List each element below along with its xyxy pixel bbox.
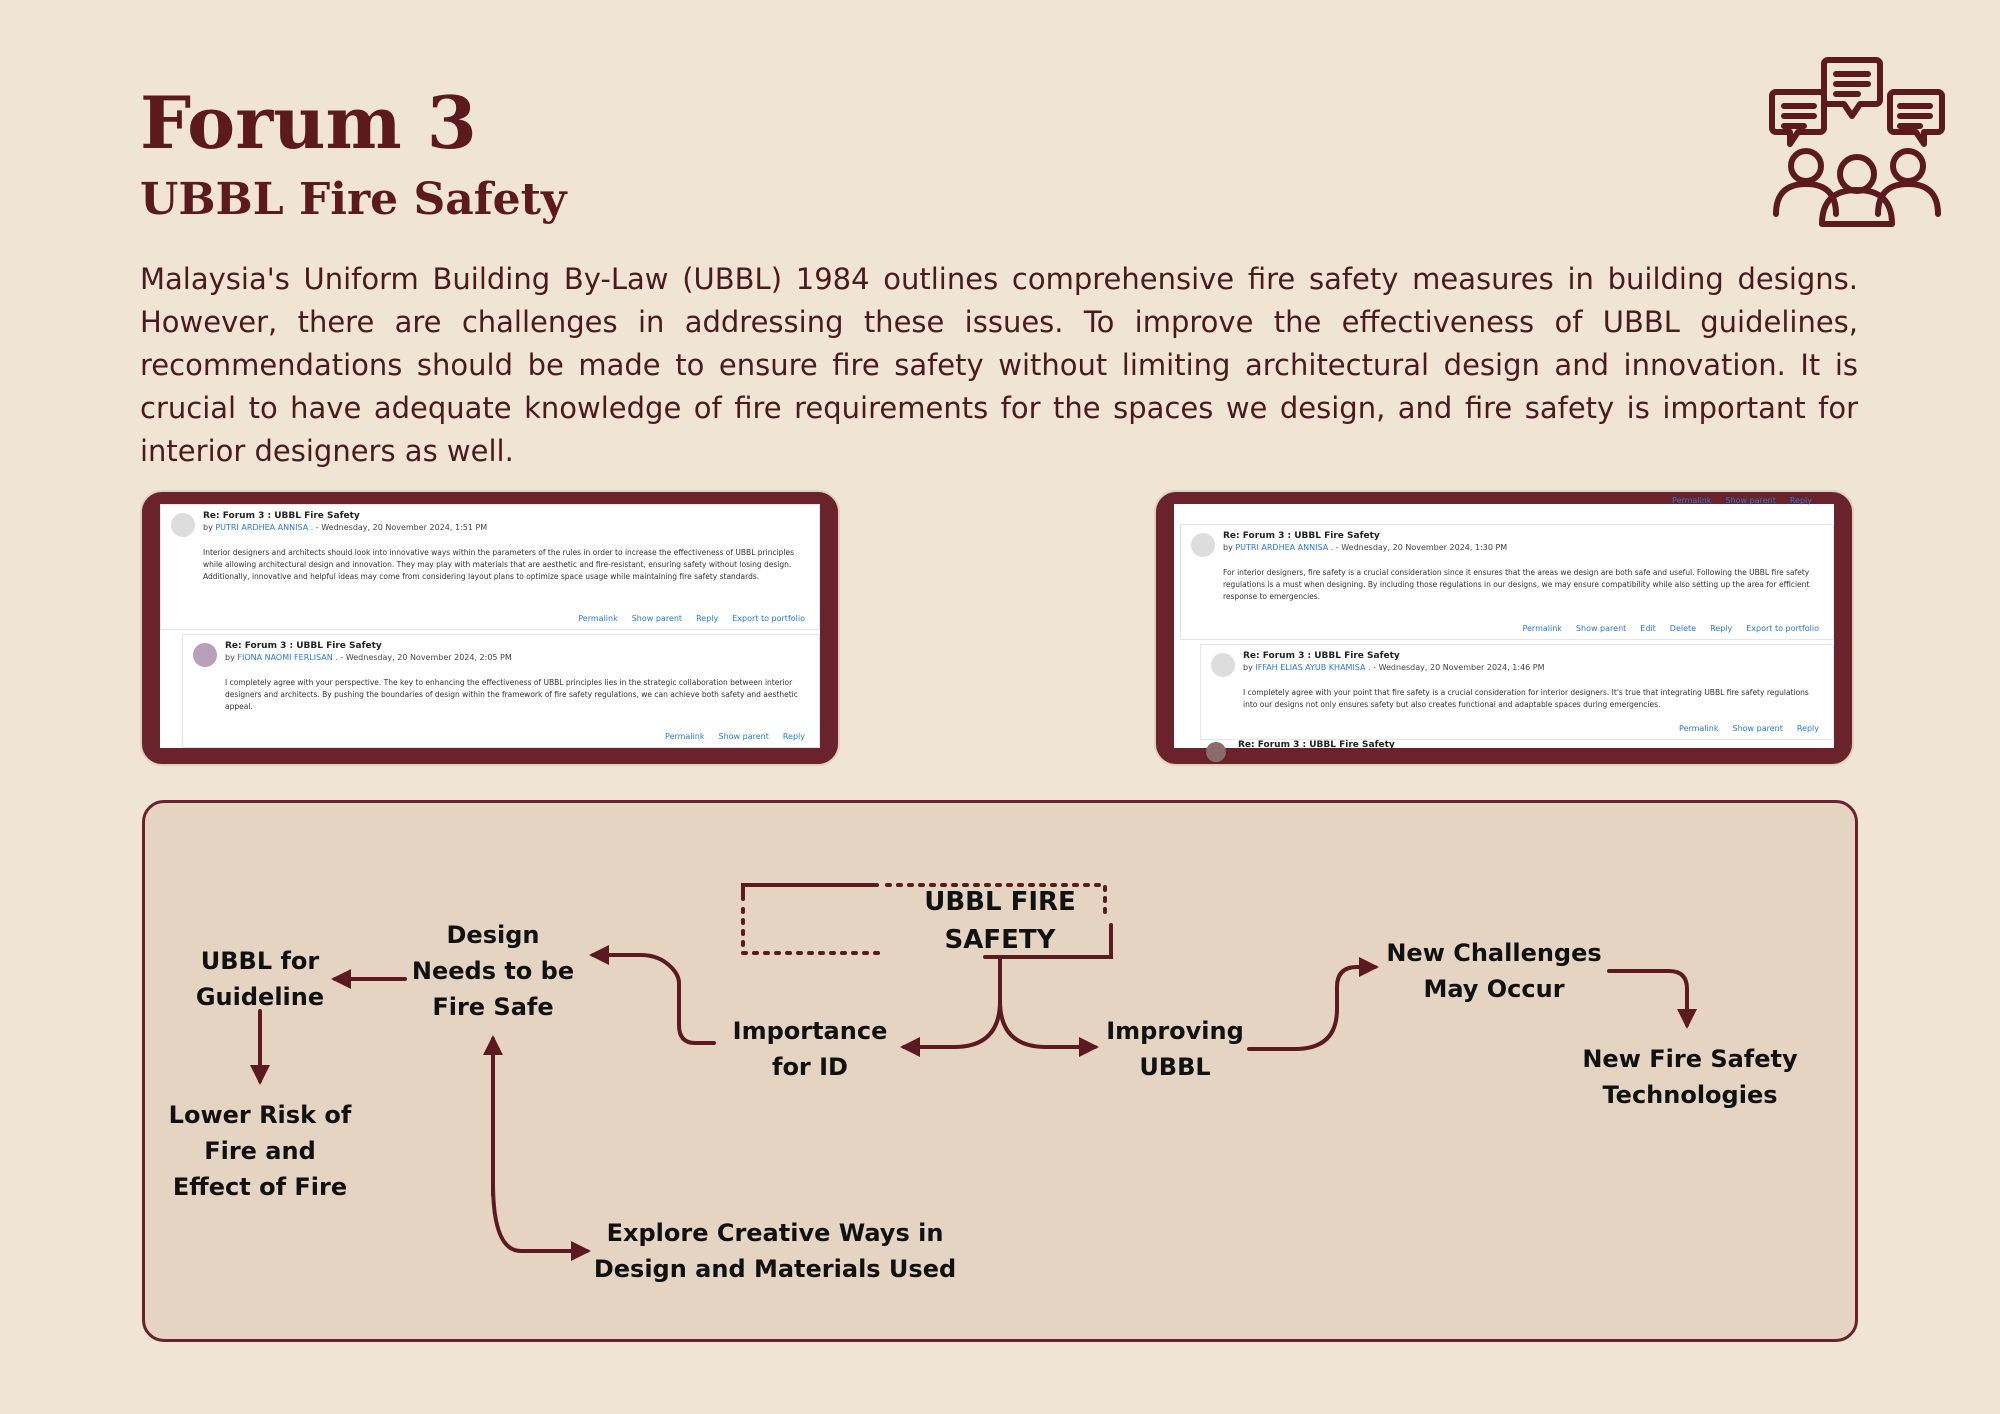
page-title: Forum 3 [140,80,477,165]
node-line: Needs to be [411,957,575,985]
post-body: I completely agree with your perspective. The key to enhancing the effectiveness of UBBL principles lies in the strategic collaboration between interior designers and architects. By pushing the boundaries of design within the framework of fire safety regulations, we can achieve both safety and aesthetic appeal. [225,678,798,711]
mind-map-panel [142,800,1858,1342]
post-by: by [225,653,235,662]
arrow-root-to-improving [1000,1001,1095,1047]
node-line: New Fire Safety [1582,1045,1798,1073]
avatar [1206,742,1226,762]
post-body: I completely agree with your point that fire safety is a crucial consideration for interior designers. It's true that integrating UBBL fire safety regulations into our designs not only ensures safety but also creates functional and adaptable spaces during emergencies. [1243,688,1809,709]
node-line: Effect of Fire [172,1173,348,1201]
post-subject: Re: Forum 3 : UBBL Fire Safety [225,641,382,651]
export-portfolio-link[interactable]: Export to portfolio [1746,624,1819,633]
arrow-importance-to-design [593,955,714,1043]
reply-link[interactable]: Reply [1710,624,1733,633]
post-date: - Wednesday, 20 November 2024, 1:51 PM [315,523,488,532]
node-line: Lower Risk of [168,1101,352,1129]
reply-link[interactable]: Reply [1789,496,1812,505]
node-ubbl-for-guideline [175,943,345,1015]
node-line: Importance [732,1017,888,1045]
node-new-challenges [1379,935,1609,1007]
node-ubbl-fire-safety [895,883,1105,959]
avatar [1211,653,1235,677]
node-explore-creative-ways [585,1215,965,1287]
forum-post-reply [182,634,820,748]
post-links [1672,496,1812,505]
permalink-link[interactable]: Permalink [1672,496,1712,505]
show-parent-link[interactable]: Show parent [718,732,769,741]
node-improving-ubbl [1095,1013,1255,1085]
post-subject: Re: Forum 3 : UBBL Fire Safety [1243,651,1400,661]
permalink-link[interactable]: Permalink [578,614,618,623]
node-line: Improving [1106,1017,1244,1045]
node-line: Guideline [195,983,325,1011]
node-lower-risk-of-fire [155,1097,365,1205]
forum-screen-right [1174,496,1834,750]
node-design-needs-fire-safe [403,917,583,1025]
reply-link[interactable]: Reply [1796,724,1819,733]
show-parent-link[interactable]: Show parent [1725,496,1776,505]
arrow-design-to-explore [493,1183,587,1251]
node-line: New Challenges [1386,939,1602,967]
page-subtitle: UBBL Fire Safety [140,174,567,225]
forum-discussion-icon [1770,54,1945,229]
post-by: by [1223,543,1233,552]
post-date: - Wednesday, 20 November 2024, 2:05 PM [340,653,512,662]
forum-post [1180,524,1834,640]
post-author-link[interactable]: PUTRI ARDHEA ANNISA . [1235,543,1334,552]
post-body: Interior designers and architects should look into innovative ways within the parameters of the rules in order to increase the effectiveness of UBBL principles while allowing architectural design and innovation. They may play with materials that are aesthetic and fire-resistant, ensuring safety without losing design. Additionally, innovative and helpful ideas may come from considering layout plans to optimize space usage while maintaining fire safety standards. [203,548,795,581]
node-line: SAFETY [944,925,1056,955]
post-author-link[interactable]: IFFAH ELIAS AYUB KHAMISA . [1255,663,1371,672]
post-links [1522,624,1819,633]
post-meta [225,653,512,662]
node-line: for ID [772,1053,848,1081]
permalink-link[interactable]: Permalink [665,732,705,741]
post-links [665,732,805,741]
post-subject: Re: Forum 3 : UBBL Fire Safety [1238,740,1395,750]
node-line: Design and Materials Used [593,1255,957,1283]
post-meta [203,523,487,532]
node-line: UBBL [1139,1053,1211,1081]
arrow-root-to-importance [904,957,1000,1047]
node-line: Fire and [204,1137,316,1165]
show-parent-link[interactable]: Show parent [1732,724,1783,733]
forum-post-partial [1196,740,1834,752]
export-portfolio-link[interactable]: Export to portfolio [732,614,805,623]
post-date: - Wednesday, 20 November 2024, 1:30 PM [1335,543,1508,552]
node-line: Fire Safe [432,993,554,1021]
node-line: Technologies [1602,1081,1778,1109]
arrow-challenges-to-technologies [1609,971,1687,1025]
post-by: by [203,523,213,532]
post-subject: Re: Forum 3 : UBBL Fire Safety [1223,531,1380,541]
post-author-link[interactable]: FIONA NAOMI FERLISAN . [237,653,338,662]
forum-screenshot-left [140,490,840,766]
avatar [171,513,195,537]
post-date: - Wednesday, 20 November 2024, 1:46 PM [1373,663,1545,672]
post-meta [1223,543,1507,552]
post-links [578,614,805,623]
forum-screenshot-right [1154,490,1854,766]
avatar [193,643,217,667]
node-line: Design [446,921,540,949]
node-line: May Occur [1423,975,1565,1003]
reply-link[interactable]: Reply [782,732,805,741]
node-line: Explore Creative Ways in [606,1219,944,1247]
avatar [1191,533,1215,557]
arrow-improving-to-challenges [1249,967,1375,1049]
node-new-fire-safety-technologies [1565,1041,1815,1113]
node-line: UBBL FIRE [924,887,1076,917]
root-box-dotted-bottom [743,909,885,953]
root-box-solid-top [743,885,877,889]
node-importance-for-id [715,1013,905,1085]
post-body: For interior designers, fire safety is a crucial consideration since it ensures that the areas we design are both safe and useful. Following the UBBL fire safety regulations is a must when designing. By including those regulations in our designs, we may ensure compatibility while also setting up the area for efficient response to emergencies. [1223,568,1810,601]
forum-screen-left [160,504,820,748]
post-by: by [1243,663,1253,672]
post-links [1679,724,1819,733]
post-meta [1243,663,1545,672]
post-subject: Re: Forum 3 : UBBL Fire Safety [203,511,360,521]
forum-post-reply [1200,644,1834,740]
show-parent-link[interactable]: Show parent [631,614,683,623]
forum-post [160,504,820,630]
permalink-link[interactable]: Permalink [1522,624,1562,633]
intro-paragraph: Malaysia's Uniform Building By-Law (UBBL) 1984 outlines comprehensive fire safety measures in building designs. However, there are challenges in addressing these issues. To improve the effectiveness of UBBL guidelines, recommendations should be made to ensure fire safety without limiting architectural design and innovation. It is crucial to have adequate knowledge of fire requirements for the spaces we design, and fire safety is important for interior designers as well. [140,262,1858,468]
show-parent-link[interactable]: Show parent [1575,624,1627,633]
edit-link[interactable]: Edit [1640,624,1656,633]
node-line: UBBL for [200,947,320,975]
delete-link[interactable]: Delete [1669,624,1697,633]
permalink-link[interactable]: Permalink [1679,724,1719,733]
post-author-link[interactable]: PUTRI ARDHEA ANNISA . [215,523,314,532]
reply-link[interactable]: Reply [696,614,719,623]
